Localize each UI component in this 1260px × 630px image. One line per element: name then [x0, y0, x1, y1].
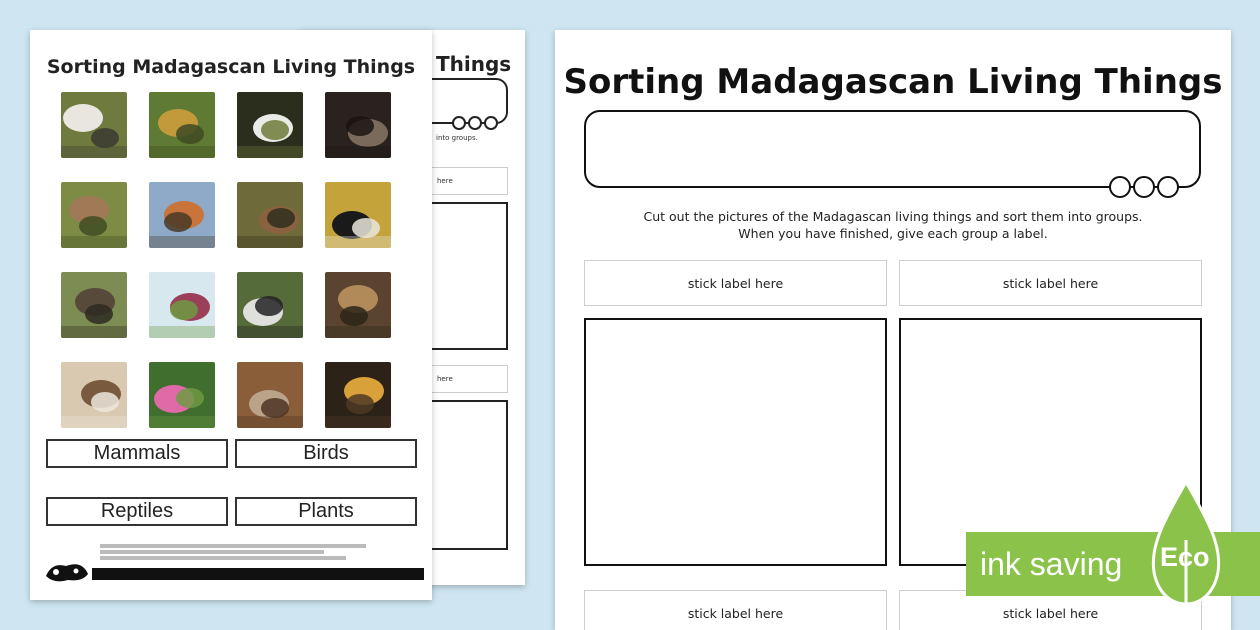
- back-stick-label: here: [380, 365, 508, 393]
- palm-flower-photo[interactable]: [149, 272, 215, 338]
- star-flower-photo[interactable]: [237, 92, 303, 158]
- vanga-photo[interactable]: [237, 272, 303, 338]
- aye-aye-photo[interactable]: [325, 92, 391, 158]
- picture-cards-page: [30, 30, 432, 600]
- baobab-photo[interactable]: [149, 182, 215, 248]
- fossa-photo[interactable]: [61, 182, 127, 248]
- label-card-birds[interactable]: Birds: [235, 439, 417, 468]
- sort-box[interactable]: [584, 318, 887, 566]
- frog-photo[interactable]: [325, 362, 391, 428]
- back-page-title: Things: [436, 52, 512, 76]
- publisher-logo-icon: [42, 556, 92, 586]
- gecko-photo[interactable]: [237, 362, 303, 428]
- label-card-mammals[interactable]: Mammals: [46, 439, 228, 468]
- duck-photo[interactable]: [237, 182, 303, 248]
- photo-grid: [61, 92, 391, 428]
- label-card-plants[interactable]: Plants: [235, 497, 417, 526]
- stick-label-area[interactable]: stick label here: [899, 590, 1202, 630]
- chameleon-photo[interactable]: [149, 92, 215, 158]
- stick-label-area[interactable]: stick label here: [584, 260, 887, 306]
- back-instructions: into groups.: [436, 134, 478, 142]
- stick-label-area[interactable]: stick label here: [899, 260, 1202, 306]
- ink-saving-text: ink saving: [980, 545, 1123, 582]
- label-card-reptiles[interactable]: Reptiles: [46, 497, 228, 526]
- stick-label-area[interactable]: stick label here: [584, 590, 887, 630]
- back-frame-dots: [452, 116, 498, 130]
- periwinkle-photo[interactable]: [149, 362, 215, 428]
- snake-photo[interactable]: [325, 272, 391, 338]
- instruction-line: When you have finished, give each group a label.: [738, 226, 1048, 241]
- tortoise-photo[interactable]: [61, 272, 127, 338]
- frame-dots: [1109, 176, 1179, 198]
- lemur-photo[interactable]: [61, 92, 127, 158]
- footer-fine-print: [100, 544, 380, 560]
- eco-label: Eco: [1160, 542, 1210, 572]
- back-stick-label: here: [380, 167, 508, 195]
- footer-bar: [92, 568, 424, 580]
- instruction-line: Cut out the pictures of the Madagascan living things and sort them into groups.: [643, 209, 1143, 224]
- teal-photo[interactable]: [61, 362, 127, 428]
- worksheet-instructions: [555, 208, 1231, 242]
- page-title: Sorting Madagascan Living Things: [46, 56, 416, 78]
- worksheet-title: Sorting Madagascan Living Things: [563, 62, 1223, 102]
- magpie-robin-photo[interactable]: [325, 182, 391, 248]
